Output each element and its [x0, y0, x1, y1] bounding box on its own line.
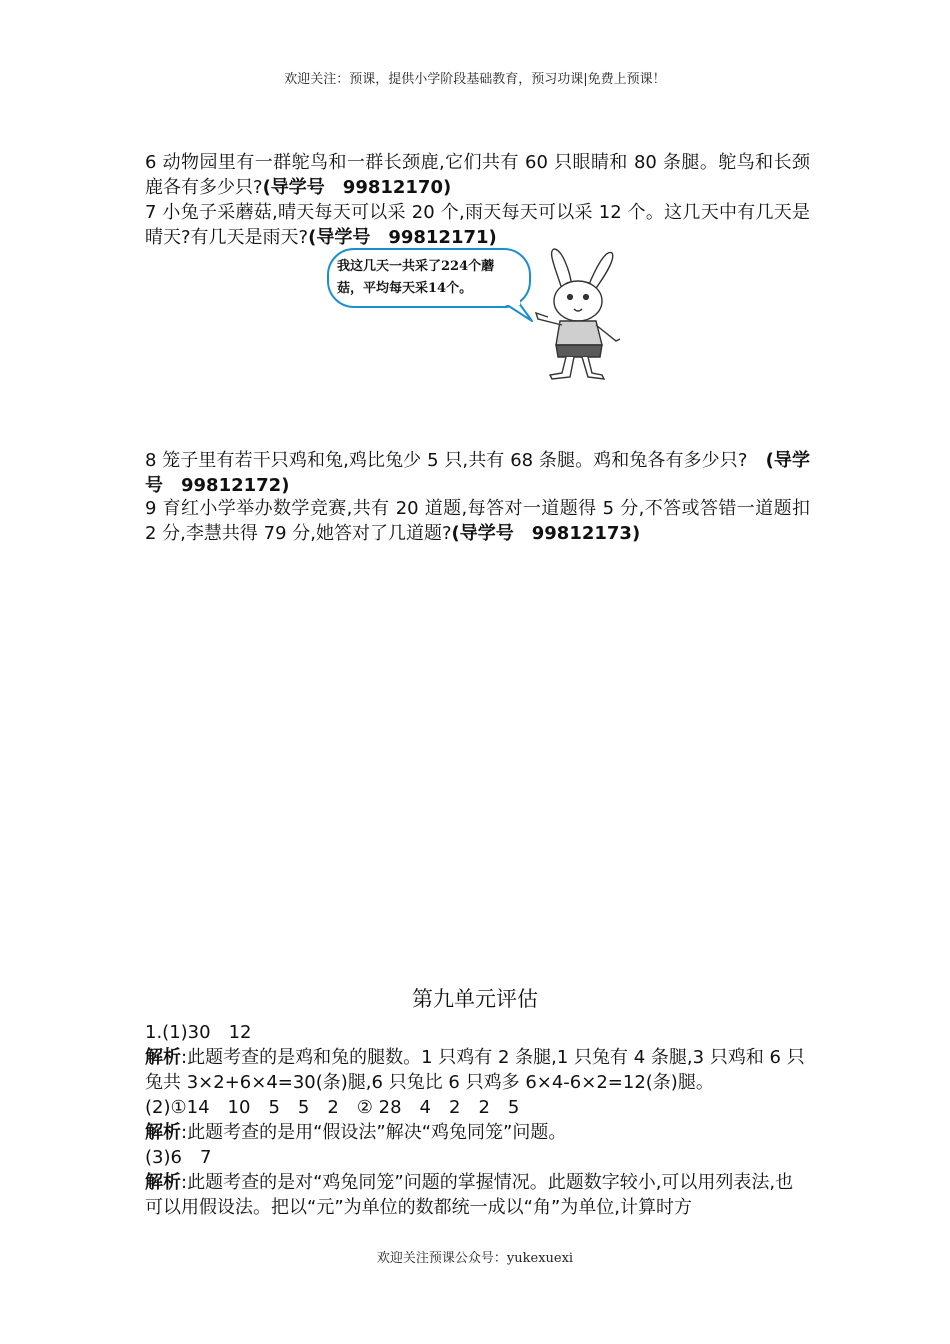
- section-title: 第九单元评估: [412, 987, 538, 1011]
- question-6: [145, 150, 810, 200]
- speech-bubble-line-1: 我这几天一共采了224个蘑: [337, 259, 495, 274]
- page-footer: 欢迎关注预课公众号：yukexuexi: [376, 1251, 574, 1266]
- answer-1-1: 1.(1)30 12: [145, 1022, 252, 1043]
- question-6-text: 6 动物园里有一群鸵鸟和一群长颈鹿,它们共有 60 只眼睛和 80 条腿。鸵鸟和长颈鹿各有多少只?: [145, 152, 810, 198]
- answer-1-2: (2)①14 10 5 5 2 ② 28 4 2 2 5: [145, 1097, 520, 1118]
- question-8: [145, 448, 810, 498]
- answer-1-3: (3)6 7: [145, 1147, 212, 1168]
- rabbit-icon: [536, 249, 620, 379]
- explanation-1: [145, 1045, 810, 1095]
- page-header: 欢迎关注：预课，提供小学阶段基础教育，预习功课|免费上预课！: [284, 72, 666, 87]
- question-8-ref: (导学号 99812172): [145, 450, 810, 496]
- speech-bubble: [337, 256, 527, 300]
- explanation-label: 解析: [145, 1172, 181, 1193]
- explanation-2: [145, 1120, 810, 1145]
- question-9-ref: (导学号 99812173): [451, 523, 641, 544]
- question-9: [145, 496, 810, 546]
- explanation-label: 解析: [145, 1047, 181, 1068]
- explanation-text: :此题考查的是对“鸡兔同笼”问题的掌握情况。此题数字较小,可以用列表法,也可以用假设法。把以“元”为单位的数都统一成以“角”为单位,计算时方: [145, 1172, 794, 1218]
- question-6-ref: (导学号 99812170): [262, 177, 452, 198]
- question-7-ref: (导学号 99812171): [308, 227, 497, 248]
- explanation-3: [145, 1170, 810, 1220]
- speech-bubble-line-2: 菇，平均每天采14个。: [337, 281, 473, 296]
- question-7: [145, 200, 810, 250]
- explanation-text: :此题考查的是用“假设法”解决“鸡兔同笼”问题。: [181, 1122, 567, 1143]
- explanation-text: :此题考查的是鸡和兔的腿数。1 只鸡有 2 条腿,1 只兔有 4 条腿,3 只鸡和 6 只兔共 3×2+6×4=30(条)腿,6 只兔比 6 只鸡多 6×4-6×2=12(条)腿。: [145, 1047, 805, 1093]
- question-7-text: 7 小兔子采蘑菇,晴天每天可以采 20 个,雨天每天可以采 12 个。这几天中有几天是晴天?有几天是雨天?: [145, 202, 810, 248]
- question-9-text: 9 育红小学举办数学竞赛,共有 20 道题,每答对一道题得 5 分,不答或答错一道题扣 2 分,李慧共得 79 分,她答对了几道题?: [145, 498, 810, 544]
- question-8-text: 8 笼子里有若干只鸡和兔,鸡比兔少 5 只,共有 68 条腿。鸡和兔各有多少只?: [145, 450, 766, 471]
- explanation-label: 解析: [145, 1122, 181, 1143]
